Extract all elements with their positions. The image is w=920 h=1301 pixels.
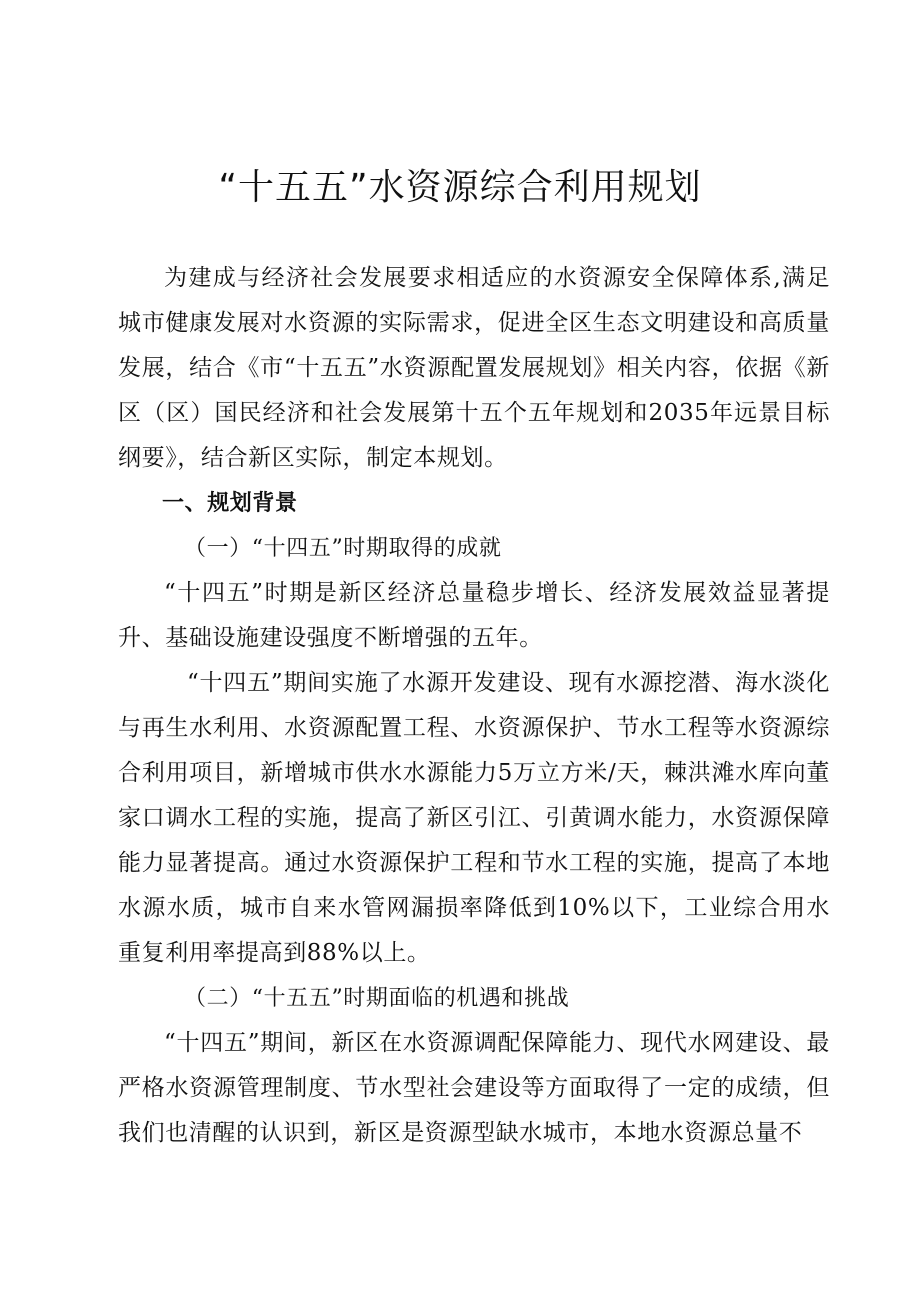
opportunities-paragraph-1: “十四五”期间，新区在水资源调配保障能力、现代水网建设、最严格水资源管理制度、节水型社会建设等方面取得了一定的成绩，但我们也清醒的认识到，新区是资源型缺水城市，本地水资源总量不 xyxy=(118,1030,830,1146)
achievements-paragraph-1: “十四五”时期是新区经济总量稳步增长、经济发展效益显著提升、基础设施建设强度不断增强的五年。 xyxy=(118,580,830,651)
subsection-heading-achievements: （一）“十四五”时期取得的成就 xyxy=(184,536,502,561)
achievements-paragraph-2: “十四五”期间实施了水源开发建设、现有水源挖潜、海水淡化与再生水利用、水资源配置工程、水资源保护、节水工程等水资源综合利用项目，新增城市供水水源能力5万立方米/天，棘洪滩水库向董家口调水工程的实施，提高了新区引江、引黄调水能力，水资源保障能力显著提高。通过水资源保护工程和节水工程的实施，提高了本地水源水质，城市自来水管网漏损率降低到10%以下，工业综合用水重复利用率提高到88%以上。 xyxy=(118,670,830,966)
document-title: “十五五”水资源综合利用规划 xyxy=(218,167,702,208)
document-body xyxy=(118,256,830,1156)
intro-paragraph: 为建成与经济社会发展要求相适应的水资源安全保障体系,满足城市健康发展对水资源的实际需求，促进全区生态文明建设和高质量发展，结合《市“十五五”水资源配置发展规划》相关内容，依据《新区（区）国民经济和社会发展第十五个五年规划和2035年远景目标纲要》，结合新区实际，制定本规划。 xyxy=(118,265,830,471)
section-heading-background: 一、规划背景 xyxy=(162,491,298,516)
subsection-heading-opportunities: （二）“十五五”时期面临的机遇和挑战 xyxy=(184,986,570,1011)
